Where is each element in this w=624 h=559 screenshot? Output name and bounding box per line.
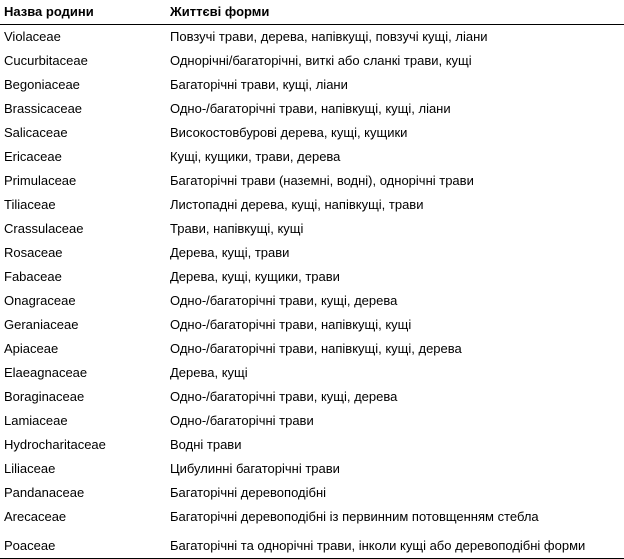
family-name-cell: Apiaceae: [4, 340, 59, 356]
family-name-cell: Arecaceae: [4, 508, 67, 524]
table-row: [0, 384, 624, 408]
table-row: [0, 120, 624, 144]
family-name-cell: Boraginaceae: [4, 388, 85, 404]
table-row: [0, 240, 624, 264]
family-name-cell: Elaeagnaceae: [4, 364, 88, 380]
life-forms-cell: Водні трави: [170, 436, 242, 452]
life-forms-cell: Дерева, кущі, трави: [170, 244, 290, 260]
table-row: [0, 504, 624, 528]
table-row: [0, 408, 624, 432]
life-forms-cell: Багаторічні деревоподібні із первинним потовщенням стебла: [170, 508, 539, 524]
life-forms-cell: Дерева, кущі, кущики, трави: [170, 268, 340, 284]
table-row: [0, 24, 624, 48]
table-header: [0, 0, 624, 24]
life-forms-cell: Одно-/багаторічні трави, кущі, дерева: [170, 292, 398, 308]
table-row: [0, 264, 624, 288]
header-life-forms: Життєві форми: [166, 0, 624, 24]
table-row: [0, 432, 624, 456]
life-forms-cell: Листопадні дерева, кущі, напівкущі, трави: [170, 196, 424, 212]
table-row: [0, 48, 624, 72]
life-forms-cell: Трави, напівкущі, кущі: [170, 220, 304, 236]
table-row: [0, 96, 624, 120]
life-forms-cell: Повзучі трави, дерева, напівкущі, повзучі кущі, ліани: [170, 28, 488, 44]
family-name-cell: Geraniaceae: [4, 316, 79, 332]
family-name-cell: Salicaceae: [4, 124, 68, 140]
table-row: [0, 336, 624, 360]
life-forms-cell: Одно-/багаторічні трави, кущі, дерева: [170, 388, 398, 404]
table-row: [0, 288, 624, 312]
life-forms-cell: Кущі, кущики, трави, дерева: [170, 148, 341, 164]
family-name-cell: Lamiaceae: [4, 412, 68, 428]
table-row: [0, 168, 624, 192]
life-forms-cell: Одно-/багаторічні трави, напівкущі, кущі, ліани: [170, 100, 451, 116]
life-forms-cell: Високостовбурові дерева, кущі, кущики: [170, 124, 408, 140]
family-name-cell: Poaceae: [0, 528, 166, 558]
life-forms-cell: Цибулинні багаторічні трави: [170, 460, 340, 476]
table-row: [0, 72, 624, 96]
life-forms-cell: Одно-/багаторічні трави, напівкущі, кущі, дерева: [170, 340, 462, 356]
family-name-cell: Begoniaceae: [4, 76, 80, 92]
life-forms-cell: Дерева, кущі: [170, 364, 248, 380]
family-name-cell: Tiliaceae: [4, 196, 56, 212]
family-name-cell: Onagraceae: [4, 292, 76, 308]
header-family-name: Назва родини: [0, 0, 166, 24]
family-name-cell: Liliaceae: [4, 460, 56, 476]
family-name-cell: Fabaceae: [4, 268, 62, 284]
table-body: [0, 24, 624, 558]
table-row: [0, 360, 624, 384]
family-name-cell: Brassicaceae: [4, 100, 83, 116]
life-forms-cell: Одно-/багаторічні трави, напівкущі, кущі: [170, 316, 412, 332]
family-name-cell: Primulaceae: [4, 172, 77, 188]
table-row: [0, 144, 624, 168]
family-name-cell: Cucurbitaceae: [4, 52, 88, 68]
life-forms-cell: Багаторічні трави, кущі, ліани: [170, 76, 348, 92]
family-name-cell: Crassulaceae: [4, 220, 84, 236]
life-forms-cell: Багаторічні деревоподібні: [170, 484, 327, 500]
table-row: [0, 312, 624, 336]
life-forms-cell: Багаторічні та однорічні трави, інколи кущі або деревоподібні форми: [166, 528, 624, 558]
family-name-cell: Pandanaceae: [4, 484, 85, 500]
table-row: [0, 192, 624, 216]
header-row: [0, 0, 624, 24]
life-forms-cell: Однорічні/багаторічні, виткі або сланкі трави, кущі: [170, 52, 472, 68]
family-name-cell: Ericaceae: [4, 148, 62, 164]
table-row: [0, 456, 624, 480]
table-row: [0, 528, 624, 558]
family-name-cell: Violaceae: [4, 28, 61, 44]
table-row: [0, 480, 624, 504]
family-name-cell: Rosaceae: [4, 244, 63, 260]
life-forms-cell: Одно-/багаторічні трави: [170, 412, 314, 428]
life-forms-cell: Багаторічні трави (наземні, водні), однорічні трави: [170, 172, 474, 188]
family-name-cell: Hydrocharitaceae: [4, 436, 106, 452]
table-row: [0, 216, 624, 240]
